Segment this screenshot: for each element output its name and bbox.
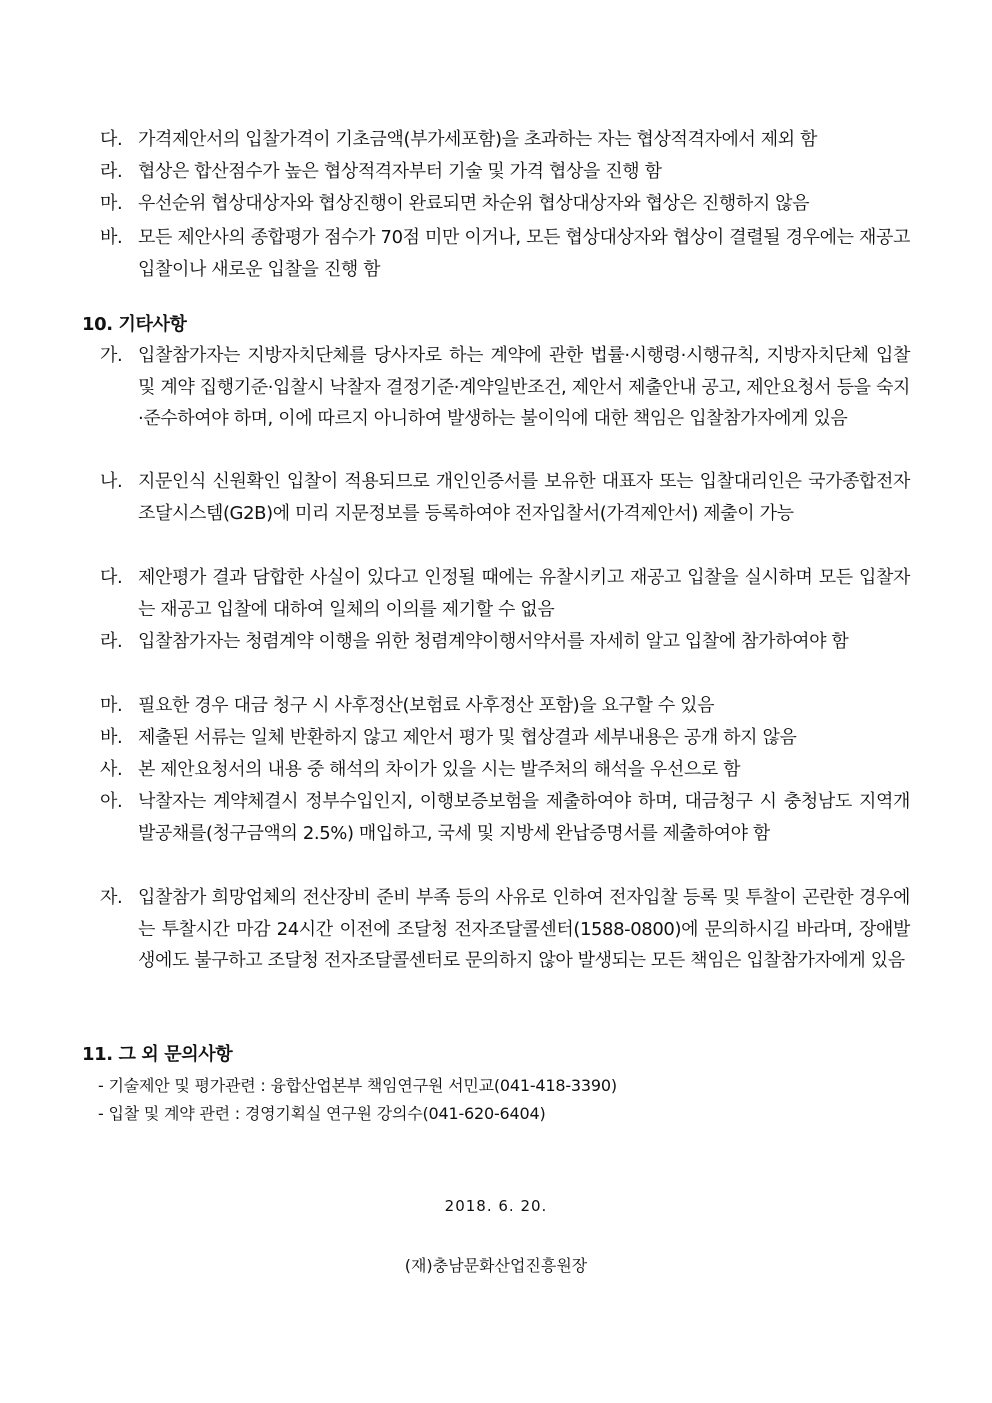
item-marker: 바. xyxy=(100,727,123,748)
item-marker: 라. xyxy=(100,161,123,182)
list-item xyxy=(100,722,910,754)
item-text: 우선순위 협상대상자와 협상진행이 완료되면 차순위 협상대상자와 협상은 진행하지 않음 xyxy=(138,193,810,214)
list-item xyxy=(100,466,910,529)
list-item xyxy=(100,690,910,722)
item-marker: 다. xyxy=(100,129,123,150)
item-text: 낙찰자는 계약체결시 정부수입인지, 이행보증보험을 제출하여야 하며, 대금청구 시 충청남도 지역개발공채를(청구금액의 2.5%) 매입하고, 국세 및 지방세 완납증명서를 제출하여야 함 xyxy=(138,791,910,844)
contact-line: - 입찰 및 계약 관련 : 경영기획실 연구원 강의수(041-620-6404) xyxy=(98,1104,546,1123)
item-text: 입찰참가자는 지방자치단체를 당사자로 하는 계약에 관한 법률·시행령·시행규칙, 지방자치단체 입찰 및 계약 집행기준·입찰시 낙찰자 결정기준·계약일반조건, 제안서 제출안내 공고, 제안요청서 등을 숙지·준수하여야 하며, 이에 따르지 아니하여 발생하는 불이익에 대한 책임은 입찰참가자에게 있음 xyxy=(138,345,910,429)
list-item xyxy=(100,562,910,625)
item-text: 필요한 경우 대금 청구 시 사후정산(보험료 사후정산 포함)을 요구할 수 있음 xyxy=(138,695,715,716)
list-item xyxy=(100,786,910,849)
item-text: 협상은 합산점수가 높은 협상적격자부터 기술 및 가격 협상을 진행 함 xyxy=(138,161,662,182)
list-item xyxy=(100,124,910,156)
item-marker: 마. xyxy=(100,695,123,716)
item-text: 본 제안요청서의 내용 중 해석의 차이가 있을 시는 발주처의 해석을 우선으로 함 xyxy=(138,759,741,780)
item-marker: 사. xyxy=(100,759,123,780)
section-heading: 11. 그 외 문의사항 xyxy=(82,1044,233,1065)
item-marker: 아. xyxy=(100,791,123,812)
list-item xyxy=(100,188,910,220)
item-text: 제안평가 결과 담합한 사실이 있다고 인정될 때에는 유찰시키고 재공고 입찰을 실시하며 모든 입찰자는 재공고 입찰에 대하여 일체의 이의를 제기할 수 없음 xyxy=(138,567,910,620)
item-text: 입찰참가자는 청렴계약 이행을 위한 청렴계약이행서약서를 자세히 알고 입찰에 참가하여야 함 xyxy=(138,631,849,652)
item-text: 가격제안서의 입찰가격이 기초금액(부가세포함)을 초과하는 자는 협상적격자에서 제외 함 xyxy=(138,129,818,150)
list-item xyxy=(100,754,910,786)
item-marker: 가. xyxy=(100,345,123,366)
item-text: 제출된 서류는 일체 반환하지 않고 제안서 평가 및 협상결과 세부내용은 공개 하지 않음 xyxy=(138,727,797,748)
item-text: 입찰참가 희망업체의 전산장비 준비 부족 등의 사유로 인하여 전자입찰 등록 및 투찰이 곤란한 경우에는 투찰시간 마감 24시간 이전에 조달청 전자조달콜센터(1588-0800)에 문의하시길 바라며, 장애발생에도 불구하고 조달청 전자조달콜센터로 문의하지 않아 발생되는 모든 책임은 입찰참가자에게 있음 xyxy=(138,887,910,971)
item-text: 지문인식 신원확인 입찰이 적용되므로 개인인증서를 보유한 대표자 또는 입찰대리인은 국가종합전자조달시스템(G2B)에 미리 지문정보를 등록하여야 전자입찰서(가격제안서) 제출이 가능 xyxy=(138,471,910,524)
list-item xyxy=(100,156,910,188)
list-item xyxy=(100,626,910,658)
list-item xyxy=(100,882,910,977)
list-item xyxy=(100,222,910,285)
item-marker: 바. xyxy=(100,227,123,248)
item-marker: 나. xyxy=(100,471,123,492)
issuing-organization: (재)충남문화산업진흥원장 xyxy=(404,1256,588,1275)
item-marker: 다. xyxy=(100,567,123,588)
document-date: 2018. 6. 20. xyxy=(444,1197,548,1215)
list-item xyxy=(100,340,910,435)
item-marker: 마. xyxy=(100,193,123,214)
item-marker: 자. xyxy=(100,887,123,908)
item-marker: 라. xyxy=(100,631,123,652)
contact-line: - 기술제안 및 평가관련 : 융합산업본부 책임연구원 서민교(041-418-3390) xyxy=(98,1076,617,1095)
section-heading: 10. 기타사항 xyxy=(82,314,187,335)
item-text: 모든 제안사의 종합평가 점수가 70점 미만 이거나, 모든 협상대상자와 협상이 결렬될 경우에는 재공고입찰이나 새로운 입찰을 진행 함 xyxy=(138,227,910,280)
